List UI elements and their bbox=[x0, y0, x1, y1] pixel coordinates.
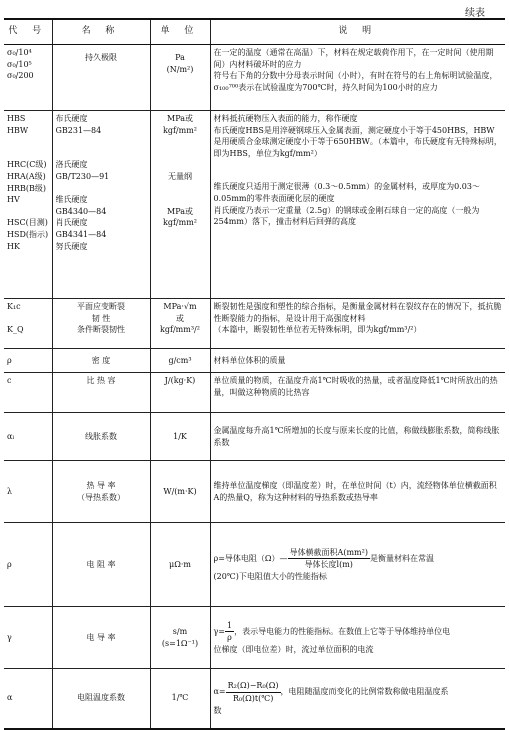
property-alias: （导热系数） bbox=[77, 492, 125, 502]
table-row bbox=[4, 349, 505, 373]
formula-rhs: 是衡量材料在常温 bbox=[369, 553, 434, 563]
header-name: 名 称 bbox=[52, 19, 150, 45]
property-name: 热 导 率 bbox=[86, 480, 116, 490]
unit: g/cm³ bbox=[168, 355, 192, 365]
unit: J/(kg·K) bbox=[164, 376, 196, 385]
description-text: （本篇中，断裂韧性单位若无特殊标明，即为kgf/mm³/²） bbox=[213, 325, 422, 335]
unit-cell bbox=[150, 523, 210, 607]
temp-coefficient-formula bbox=[214, 680, 503, 704]
formula-denominator: ρ bbox=[227, 633, 232, 643]
table-row bbox=[4, 45, 505, 111]
symbol: σ₀/10⁵ bbox=[7, 59, 32, 69]
description-cell bbox=[210, 45, 505, 111]
symbol: σ₀/10⁴ bbox=[7, 48, 32, 57]
description-text: 符号右下角的分数中分母表示时间（小时），有时在符号的右上角标明试验温度，σ₁₀₀⁷⁰⁰表示在试验温度为700℃时，持久时间为100小时的应力 bbox=[213, 71, 498, 92]
name-cell bbox=[52, 461, 150, 523]
name-cell bbox=[52, 373, 150, 413]
spacer bbox=[154, 194, 207, 206]
unit-cell bbox=[150, 45, 210, 111]
formula-denominator: R₀(Ω)t(℃) bbox=[232, 693, 274, 703]
unit-cell bbox=[150, 373, 210, 413]
name-cell bbox=[52, 111, 150, 299]
property-name: 持久极限 bbox=[85, 53, 117, 62]
symbol: HRC(C级) bbox=[7, 160, 47, 170]
standard-code: GB231—84 bbox=[55, 125, 102, 135]
property-name: 努氏硬度 bbox=[55, 241, 88, 251]
description-text: 维氏硬度只适用于测定很薄（0.3～0.5mm）的金属材料，或厚度为0.03～0.05mm的零件表面硬化层的硬度 bbox=[213, 182, 480, 203]
header-description: 说 明 bbox=[210, 19, 505, 45]
standard-code: GB/T230—91 bbox=[55, 171, 110, 181]
unit-cell bbox=[150, 607, 210, 669]
description-text: 断裂韧性是强度和塑性的综合指标，是衡量金属材料在裂纹存在的情况下，抵抗脆性断裂能力的指标，是设计用于高强度材料 bbox=[213, 302, 502, 323]
symbol: c bbox=[7, 376, 12, 385]
unit: MPa或 bbox=[167, 114, 193, 123]
unit-cell bbox=[150, 111, 210, 299]
spacer bbox=[154, 136, 207, 148]
spacer bbox=[154, 183, 207, 195]
symbol: λ bbox=[7, 486, 13, 496]
spacer bbox=[56, 136, 147, 148]
conductivity-formula bbox=[214, 620, 503, 644]
unit-cell bbox=[150, 461, 210, 523]
standard-code: GB4341—84 bbox=[55, 229, 107, 239]
table-row bbox=[4, 299, 505, 349]
spacer bbox=[154, 148, 207, 160]
property-name: 电 导 率 bbox=[86, 632, 116, 642]
name-cell bbox=[52, 45, 150, 111]
table-header-row bbox=[4, 19, 505, 45]
symbol: αₗ bbox=[7, 431, 15, 441]
description-text: 单位质量的物质，在温度升高1℃时吸收的热量，或者温度降低1℃时所放出的热量，叫做这种物质的比热容 bbox=[213, 376, 498, 397]
description-cell bbox=[210, 669, 505, 729]
formula-rhs: ，电阻随温度而变化的比例常数称做电阻温度系 bbox=[280, 687, 449, 697]
properties-table bbox=[4, 18, 505, 730]
unit: Pa bbox=[175, 53, 185, 62]
symbol-cell bbox=[4, 523, 52, 607]
spacer bbox=[154, 159, 207, 171]
unit: kgf/mm³/² bbox=[160, 325, 200, 335]
table-row bbox=[4, 669, 505, 729]
formula-fraction bbox=[288, 547, 370, 571]
unit: 1/K bbox=[173, 431, 187, 441]
symbol: HV bbox=[7, 195, 20, 205]
unit: 1/℃ bbox=[171, 693, 189, 703]
symbol-cell bbox=[4, 607, 52, 669]
symbol bbox=[7, 148, 49, 160]
resistivity-formula bbox=[214, 547, 503, 571]
formula-numerator: 1 bbox=[225, 620, 234, 633]
symbol: HBS bbox=[7, 114, 26, 123]
description-text: 材料单位体积的质量 bbox=[213, 355, 286, 365]
symbol-cell bbox=[4, 373, 52, 413]
formula-fraction bbox=[225, 620, 234, 644]
formula-numerator: 导体横截面积A(mm²) bbox=[288, 547, 370, 560]
name-cell bbox=[52, 669, 150, 729]
formula-denominator: 导体长度l(m) bbox=[304, 560, 353, 570]
description-cell bbox=[210, 373, 505, 413]
table-row bbox=[4, 373, 505, 413]
description-text: 金属温度每升高1℃所增加的长度与原来长度的比值，称做线膨胀系数，简称线胀系数 bbox=[213, 425, 500, 447]
formula-fraction bbox=[226, 680, 281, 704]
description-cell bbox=[210, 523, 505, 607]
symbol: ρ bbox=[7, 559, 12, 569]
symbol: α bbox=[7, 693, 13, 703]
table-row bbox=[4, 523, 505, 607]
name-cell bbox=[52, 413, 150, 461]
symbol bbox=[7, 206, 49, 218]
description-cell bbox=[210, 299, 505, 349]
symbol: ρ bbox=[7, 355, 12, 365]
table-row bbox=[4, 413, 505, 461]
description-cell bbox=[210, 413, 505, 461]
unit: W/(m·K) bbox=[163, 486, 197, 496]
symbol bbox=[7, 136, 49, 148]
name-cell bbox=[52, 349, 150, 373]
symbol: K_Q bbox=[7, 325, 24, 335]
name-cell bbox=[52, 607, 150, 669]
description-text: 数 bbox=[213, 705, 222, 715]
unit: s/m bbox=[172, 626, 188, 636]
description-cell bbox=[210, 461, 505, 523]
unit-cell bbox=[150, 299, 210, 349]
formula-rhs: ，表示导电能力的性能指标。在数值上它等于导体维持单位电 bbox=[234, 626, 451, 636]
property-name: 电阻温度系数 bbox=[77, 693, 125, 703]
symbol: σ₀/200 bbox=[7, 71, 34, 81]
property-name: 比 热 容 bbox=[86, 376, 116, 385]
symbol-cell bbox=[4, 669, 52, 729]
symbol: γ bbox=[7, 632, 12, 642]
description-text: 材料抵抗硬物压入表面的能力，称作硬度 bbox=[213, 114, 358, 123]
property-name: 肖氏硬度 bbox=[55, 218, 88, 228]
unit: kgf/mm² bbox=[162, 125, 197, 135]
description-text: 布氏硬度HBS是用淬硬钢球压入金属表面，测定硬度小于等于450HBS，HBW是用硬质合金球测定硬度小于等于650HBW。（本篇中，布氏硬度有无特殊标明，即为HBS，单位为kgf/mm²） bbox=[213, 125, 502, 158]
symbol-cell bbox=[4, 349, 52, 373]
continued-label: 续表 bbox=[465, 8, 485, 19]
unit-cell bbox=[150, 669, 210, 729]
table-row bbox=[4, 607, 505, 669]
property-name: 布氏硬度 bbox=[55, 114, 88, 123]
standard-code: GB4340—84 bbox=[55, 206, 107, 216]
unit: μΩ·m bbox=[169, 559, 191, 569]
unit: MPa或 bbox=[167, 206, 193, 216]
symbol: HSD(指示) bbox=[7, 229, 49, 239]
description-cell bbox=[210, 349, 505, 373]
name-cell bbox=[52, 523, 150, 607]
table-row bbox=[4, 111, 505, 299]
description-text: 维持单位温度梯度（即温度差）时，在单位时间（t）内，流经物体单位横截面积A的热量Q，称为这种材料的导热系数或热导率 bbox=[213, 480, 497, 502]
description-cell bbox=[210, 607, 505, 669]
symbol-cell bbox=[4, 299, 52, 349]
unit-cell bbox=[150, 349, 210, 373]
unit: 或 bbox=[176, 313, 184, 323]
property-name: 电 阻 率 bbox=[86, 559, 116, 569]
formula-lhs: ρ=导体电阻（Ω）— bbox=[213, 553, 288, 563]
symbol-cell bbox=[4, 461, 52, 523]
description-text: 在一定的温度（通常在高温）下，材料在规定载荷作用下，在一定时间（使用期间）内材料破坏时的应力 bbox=[213, 48, 494, 69]
symbol: HBW bbox=[7, 125, 29, 135]
property-name: 平面应变断裂 bbox=[77, 302, 125, 311]
description-text: 肖氏硬度乃表示一定重量（2.5g）的钢球或金刚石球自一定的高度（一般为254mm）落下，撞击材料后回弹的高度 bbox=[213, 205, 480, 227]
unit: 无量纲 bbox=[168, 171, 192, 181]
description-cell bbox=[210, 111, 505, 299]
symbol: HRA(A级) bbox=[7, 171, 46, 181]
unit: (N/m²) bbox=[166, 64, 194, 74]
spacer bbox=[56, 183, 147, 195]
description-text: 位梯度（即电位差）时，流过单位面积的电流 bbox=[213, 644, 374, 654]
symbol: HK bbox=[7, 241, 20, 251]
spacer bbox=[56, 148, 147, 160]
header-symbol: 代 号 bbox=[4, 19, 52, 45]
property-name: 条件断裂韧性 bbox=[77, 325, 125, 335]
property-name: 韧 性 bbox=[91, 313, 111, 323]
property-name: 洛氏硬度 bbox=[55, 160, 88, 170]
unit: kgf/mm² bbox=[162, 218, 197, 228]
symbol-cell bbox=[4, 45, 52, 111]
formula-numerator: R₂(Ω)−R₀(Ω) bbox=[226, 680, 281, 693]
property-name: 维氏硬度 bbox=[55, 195, 88, 205]
formula-lhs: α= bbox=[213, 687, 226, 697]
property-name: 密 度 bbox=[91, 355, 111, 365]
unit: (s=1Ω⁻¹) bbox=[161, 638, 199, 648]
symbol-cell bbox=[4, 413, 52, 461]
symbol: HSC(目测) bbox=[7, 218, 48, 228]
formula-lhs: γ= bbox=[213, 626, 225, 636]
description-text: (20℃)下电阻值大小的性能指标 bbox=[213, 571, 327, 581]
unit: MPa·√m bbox=[163, 302, 197, 311]
table-row bbox=[4, 461, 505, 523]
symbol: HRB(B级) bbox=[7, 183, 46, 193]
header-unit: 单 位 bbox=[150, 19, 210, 45]
spacer bbox=[7, 313, 49, 325]
unit-cell bbox=[150, 413, 210, 461]
symbol-cell bbox=[4, 111, 52, 299]
name-cell bbox=[52, 299, 150, 349]
symbol: K₁c bbox=[7, 302, 21, 311]
property-name: 线胀系数 bbox=[85, 431, 117, 441]
